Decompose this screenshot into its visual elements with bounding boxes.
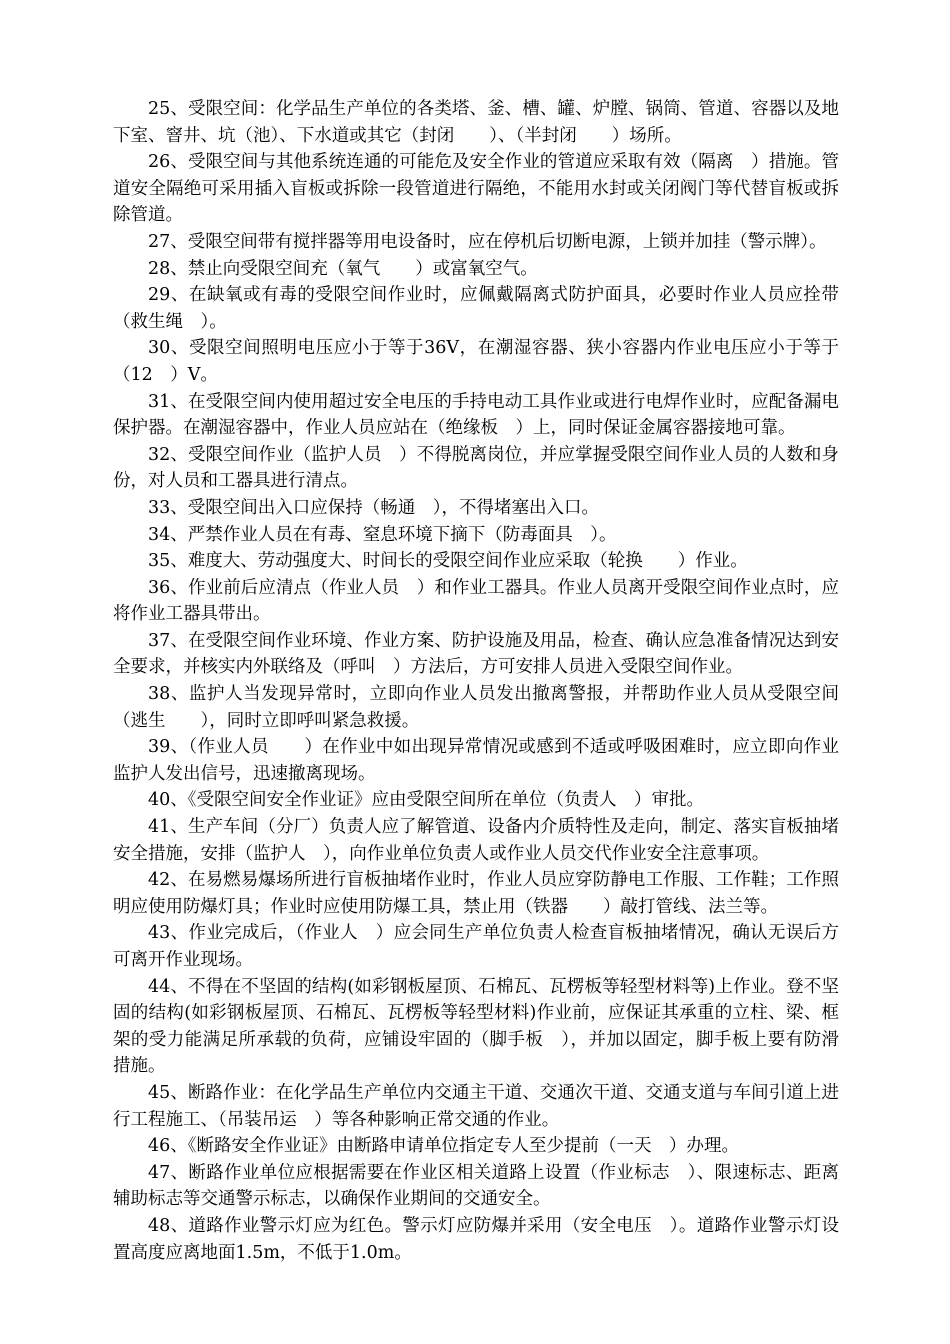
question-31: 31、在受限空间内使用超过安全电压的手持电动工具作业或进行电焊作业时，应配备漏电保护器。在潮湿容器中，作业人员应站在（绝缘板 ）上，同时保证金属容器接地可靠。 [113, 391, 839, 439]
question-43: 43、作业完成后，（作业人 ）应会同生产单位负责人检查盲板抽堵情况，确认无误后方可离开作业现场。 [113, 923, 839, 970]
document-page [113, 96, 839, 1266]
question-25: 25、受限空间：化学品生产单位的各类塔、釜、槽、罐、炉膛、锅筒、管道、容器以及地下室、窨井、坑（池）、下水道或其它（封闭 ）、（半封闭 ）场所。 [113, 99, 839, 146]
question-48: 48、道路作业警示灯应为红色。警示灯应防爆并采用（安全电压 ）。道路作业警示灯设置高度应离地面1.5m，不低于1.0m。 [113, 1215, 839, 1263]
question-28: 28、禁止向受限空间充（氧气 ）或富氧空气。 [148, 258, 538, 279]
question-34: 34、严禁作业人员在有毒、窒息环境下摘下（防毒面具 ）。 [148, 524, 617, 545]
question-38: 38、监护人当发现异常时，立即向作业人员发出撤离警报，并帮助作业人员从受限空间（逃生 ），同时立即呼叫紧急救援。 [113, 684, 839, 731]
question-33: 33、受限空间出入口应保持（畅通 ），不得堵塞出入口。 [148, 497, 600, 518]
question-47: 47、断路作业单位应根据需要在作业区相关道路上设置（作业标志 ）、限速标志、距离辅助标志等交通警示标志，以确保作业期间的交通安全。 [113, 1162, 839, 1210]
question-42: 42、在易燃易爆场所进行盲板抽堵作业时，作业人员应穿防静电工作服、工作鞋；工作照明应使用防爆灯具；作业时应使用防爆工具，禁止用（铁器 ）敲打管线、法兰等。 [113, 870, 839, 917]
question-36: 36、作业前后应清点（作业人员 ）和作业工器具。作业人员离开受限空间作业点时，应将作业工器具带出。 [113, 577, 839, 625]
question-46: 46、《断路安全作业证》由断路申请单位指定专人至少提前（一天 ）办理。 [148, 1136, 740, 1157]
question-27: 27、受限空间带有搅拌器等用电设备时，应在停机后切断电源，上锁并加挂（警示牌）。 [148, 231, 827, 252]
question-35: 35、难度大、劳动强度大、时间长的受限空间作业应采取（轮换 ）作业。 [148, 551, 748, 572]
question-40: 40、《受限空间安全作业证》应由受限空间所在单位（负责人 ）审批。 [148, 790, 705, 811]
question-37: 37、在受限空间作业环境、作业方案、防护设施及用品，检查、确认应急准备情况达到安全要求，并核实内外联络及（呼叫 ）方法后，方可安排人员进入受限空间作业。 [113, 630, 839, 678]
question-26: 26、受限空间与其他系统连通的可能危及安全作业的管道应采取有效（隔离 ）措施。管道安全隔绝可采用插入盲板或拆除一段管道进行隔绝，不能用水封或关闭阀门等代替盲板或拆除管道。 [113, 152, 839, 226]
question-44: 44、不得在不坚固的结构(如彩钢板屋顶、石棉瓦、瓦楞板等轻型材料等)上作业。登不坚固的结构(如彩钢板屋顶、石棉瓦、瓦楞板等轻型材料)作业前，应保证其承重的立柱、梁、框架的受力能满足所承载的负荷，应铺设牢固的（脚手板 ），并加以固定，脚手板上要有防滑措施。 [113, 976, 839, 1077]
question-30: 30、受限空间照明电压应小于等于36V，在潮湿容器、狭小容器内作业电压应小于等于（12 ）V。 [113, 338, 839, 385]
question-39: 39、（作业人员 ）在作业中如出现异常情况或感到不适或呼吸困难时，应立即向作业监护人发出信号，迅速撤离现场。 [113, 737, 839, 784]
question-41: 41、生产车间（分厂）负责人应了解管道、设备内介质特性及走向，制定、落实盲板抽堵安全措施，安排（监护人 ），向作业单位负责人或作业人员交代作业安全注意事项。 [113, 817, 839, 864]
question-32: 32、受限空间作业（监护人员 ）不得脱离岗位，并应掌握受限空间作业人员的人数和身份，对人员和工器具进行清点。 [113, 444, 839, 492]
question-29: 29、在缺氧或有毒的受限空间作业时，应佩戴隔离式防护面具，必要时作业人员应拴带（救生绳 ）。 [113, 285, 839, 332]
question-45: 45、断路作业：在化学品生产单位内交通主干道、交通次干道、交通支道与车间引道上进行工程施工、（吊装吊运 ）等各种影响正常交通的作业。 [113, 1082, 839, 1130]
